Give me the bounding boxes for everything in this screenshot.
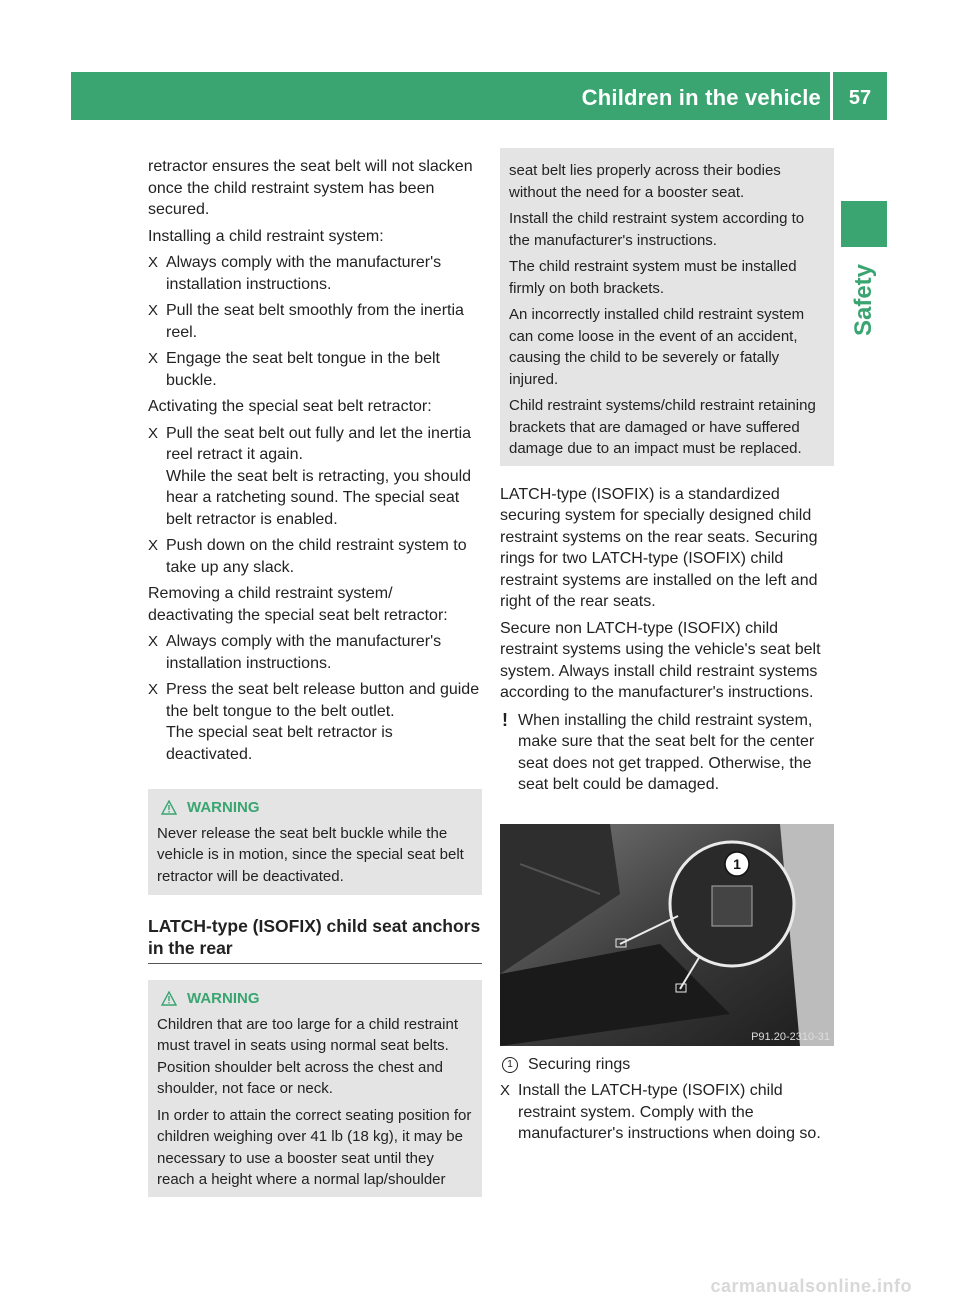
warning-header [157,797,474,819]
instruction-step [148,679,482,765]
removing-heading: Removing a child restraint system/ deactivating the special seat belt retractor: [148,585,448,624]
figure-caption [500,1054,834,1076]
warning-text: Never release the seat belt buckle while the vehicle is in motion, since the special seat belt retractor will be deactivated. [157,824,464,885]
activating-heading: Activating the special seat belt retractor: [148,398,432,415]
step-text: Engage the seat belt tongue in the belt buckle. [166,350,440,389]
step-arrow-icon: X [148,302,159,319]
step-arrow-icon: X [148,254,159,271]
body-paragraph: LATCH-type (ISOFIX) is a standardized securing system for specially designed child restraint systems on the rear seats. Securing rings for two LATCH-type (ISOFIX) child restraint systems are installed on the left and right of the rear seats. [500,485,818,610]
step-text: Press the seat belt release button and guide the belt tongue to the belt outlet. [166,681,480,720]
warning-text: Install the child restraint system according to the manufacturer's instructions. [509,210,805,249]
page-header [71,72,887,120]
note-text: When installing the child restraint system, make sure that the seat belt for the center seat does not get trapped. Otherwise, the seat belt could be damaged. [518,711,815,793]
instruction-step [148,348,482,391]
body-paragraph: Secure non LATCH-type (ISOFIX) child restraint systems using the vehicle's seat belt system. Always install child restraint systems according to the manufacturer's instructions. [500,619,821,701]
warning-text: An incorrectly installed child restraint system can come loose in the event of an accident, causing the child to be severely or fatally injured. [509,306,805,388]
step-text: Pull the seat belt smoothly from the inertia reel. [166,302,464,341]
step-arrow-icon: X [148,350,159,367]
step-note: The special seat belt retractor is deactivated. [166,724,393,763]
caption-text: Securing rings [528,1055,631,1073]
warning-text: seat belt lies properly across their bodies without the need for a booster seat. [509,162,781,201]
instruction-step [148,631,482,674]
section-tab-marker [841,201,887,247]
warning-label: WARNING [187,990,260,1007]
warning-triangle-icon [161,800,177,815]
left-column [148,156,482,1217]
warning-box [148,980,482,1197]
page-number: 57 [848,87,872,109]
figure-code: P91.20-2310-31 [751,1030,830,1043]
section-heading: LATCH-type (ISOFIX) child seat anchors in the rear [148,915,482,964]
warning-triangle-icon [161,991,177,1006]
warning-continuation-box [500,148,834,466]
step-arrow-icon: X [148,681,159,698]
warning-text: Child restraint systems/child restraint retaining brackets that are damaged or have suffered damage due to an impact must be replaced. [509,397,816,457]
warning-text: Children that are too large for a child restraint must travel in seats using normal seat belts. Position shoulder belt across the chest and shoulder, not face or neck. [157,1015,458,1097]
callout-number: 1 [733,855,741,872]
step-text: Always comply with the manufacturer's installation instructions. [166,254,442,293]
section-tab-label: Safety [850,263,877,337]
warning-text: The child restraint system must be installed firmly on both brackets. [509,258,797,297]
warning-text: In order to attain the correct seating position for children weighing over 41 lb (18 kg), it may be necessary to use a booster seat until they reach a height where a normal lap/shoulder [157,1106,472,1188]
footer-watermark: carmanualsonline.info [710,1276,912,1296]
warning-box [148,789,482,895]
instruction-step [148,423,482,531]
instruction-step [148,300,482,343]
instruction-step [500,1080,834,1145]
instruction-step [148,535,482,578]
warning-header [157,988,474,1010]
intro-paragraph: retractor ensures the seat belt will not slacken once the child restraint system has been secured. [148,158,473,218]
caution-note [500,710,834,796]
warning-label: WARNING [187,799,260,816]
chapter-title: Children in the vehicle [581,85,821,110]
right-column [500,148,834,1150]
rear-seat-anchor-photo [500,824,834,1046]
step-arrow-icon: X [148,633,159,650]
step-arrow-icon: X [148,537,159,554]
callout-number-icon: 1 [502,1057,518,1073]
step-text: Always comply with the manufacturer's installation instructions. [166,633,442,672]
step-text: Install the LATCH-type (ISOFIX) child restraint system. Comply with the manufacturer's instructions when doing so. [518,1082,821,1142]
exclamation-icon: ! [502,709,508,730]
step-text: Pull the seat belt out fully and let the inertia reel retract it again. [166,424,472,463]
instruction-step [148,252,482,295]
step-arrow-icon: X [148,424,159,442]
step-arrow-icon: X [500,1082,511,1099]
step-text: Push down on the child restraint system to take up any slack. [166,537,467,576]
step-note: While the seat belt is retracting, you should hear a ratcheting sound. The special seat belt retractor is enabled. [166,467,472,528]
installing-heading: Installing a child restraint system: [148,227,384,245]
